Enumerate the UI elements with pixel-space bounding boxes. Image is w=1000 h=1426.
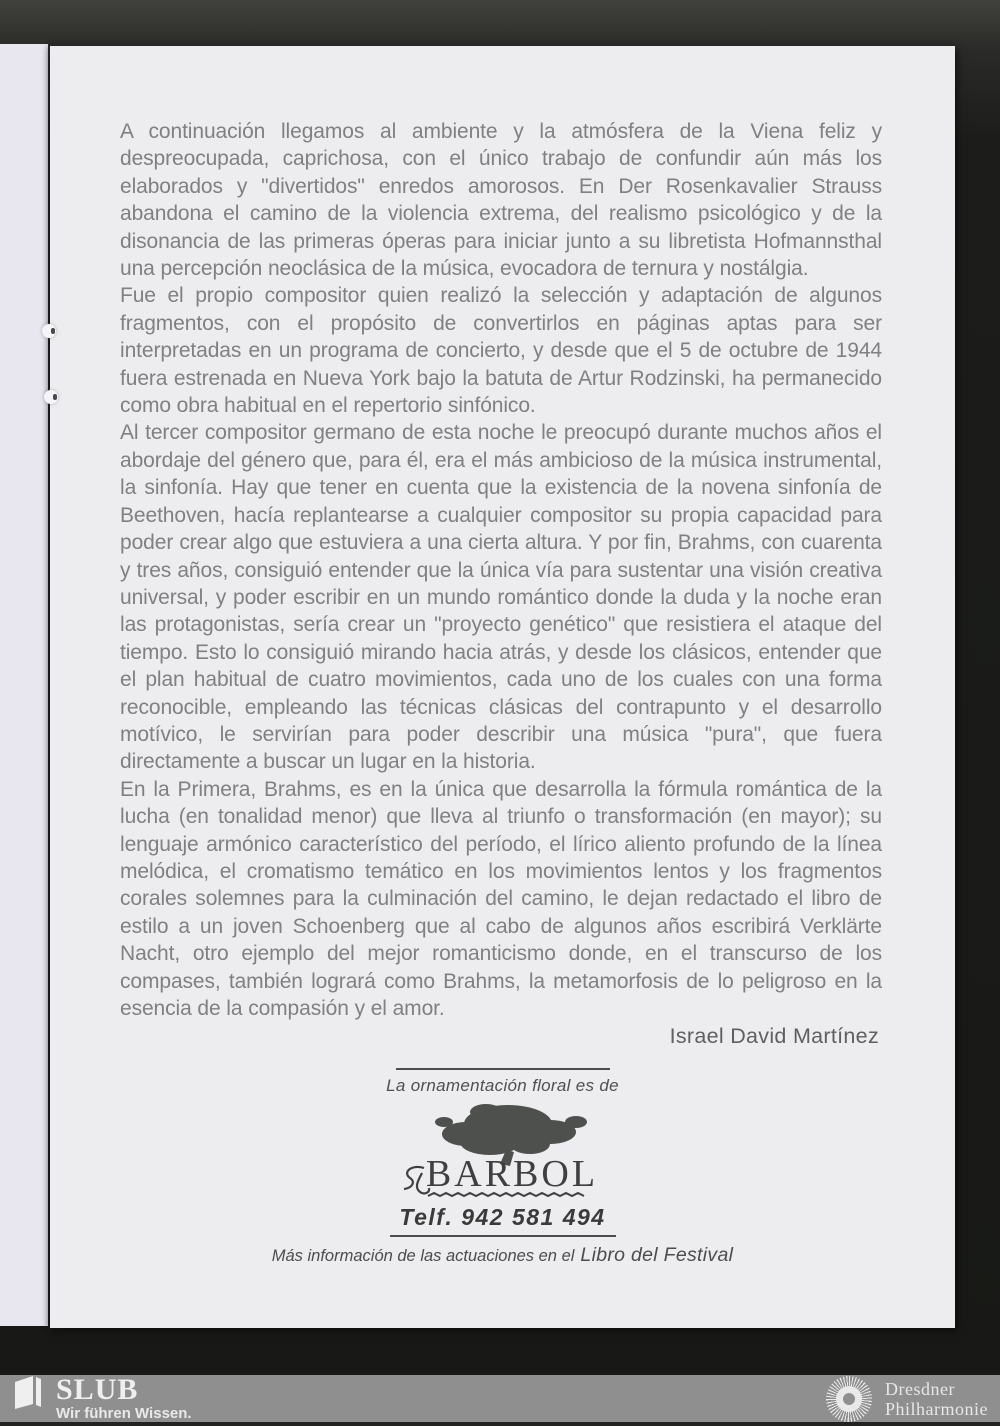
brand-wordmark: BARBOL: [425, 1153, 598, 1195]
festival-info-highlight: Libro del Festival: [580, 1244, 734, 1266]
slub-branding: [15, 1372, 192, 1422]
body-paragraph: En la Primera, Brahms, es en la única que desarrolla la fórmula romántica de la lucha (en tonalidad menor) que lleva al triunfo o transformación (en mayor); su lenguaje armónico característico del período, el lírico aliento profundo de la línea melódica, el cromatismo temático en los movimientos lentos y los fragmentos corales solemnes para la culminación del camino, le dejan redactado el libro de estilo a un joven Schoenberg que al cabo de algunos años escribirá Verklärte Nacht, otro ejemplo del mejor romanticismo donde, en el transcurso de los compases, también logrará como Brahms, la metamorfosis de lo peligroso en la esencia de la compasión y el amor.: [120, 777, 882, 1020]
floral-caption: La ornamentación floral es de: [386, 1076, 619, 1095]
body-paragraph: A continuación llegamos al ambiente y la atmósfera de la Viena feliz y despreocupada, caprichosa, con el único trabajo de confundir aún más los elaborados y "divertidos" enredos amorosos. En Der Rosenkavalier Strauss abandona el camino de la violencia extrema, del realismo psicológico y de la disonancia de las primeras óperas para iniciar junto a su libretista Hofmannsthal una percepción neoclásica de la música, evocadora de ternura y nostálgia.: [120, 120, 882, 281]
sunburst-icon: [826, 1376, 872, 1422]
barbol-logo: [390, 1098, 616, 1204]
book-icon: [15, 1376, 42, 1409]
author-signature: Israel David Martínez: [669, 1024, 879, 1048]
florist-credit-block: [50, 1068, 955, 1267]
separator-line: [390, 1235, 616, 1237]
staple-icon: [44, 390, 58, 404]
festival-info-prefix: Más información de las actuaciones en el: [271, 1247, 575, 1265]
document-page: [50, 46, 955, 1328]
phone-number: Telf. 942 581 494: [399, 1204, 606, 1230]
festival-info-line: [272, 1244, 733, 1267]
viewer-footer: [0, 1372, 1000, 1426]
body-paragraph: Al tercer compositor germano de esta noche le preocupó durante muchos años el abordaje del género que, para él, era el más ambicioso de la música instrumental, la sinfonía. Hay que tener en cuenta que la existencia de la novena sinfonía de Beethoven, hacía replantearse a cualquier compositor su propia capacidad para poder crear algo que estuviera a una cierta altura. Y por fin, Brahms, con cuarenta y tres años, consiguió entender que la única vía para sustentar una visión creativa universal, y poder escribir en un mundo romántico donde la duda y la noche eran las protagonistas, sería crear un "proyecto genético" que resistiera el ataque del tiempo. Esto lo consiguió mirando hacia atrás, y desde los clásicos, entender que el plan habitual de cuatro movimientos, cada uno de los cuales con una forma reconocible, empleando las técnicas clásicas del contrapunto y el desarrollo motívico, le servirían para poder describir una música "pura", que fuera directamente a buscar un lugar en la historia.: [120, 421, 882, 774]
footer-bottom-edge: [0, 1422, 1000, 1426]
philharmonie-branding: [826, 1375, 988, 1422]
staple-icon: [42, 324, 56, 338]
slub-name: SLUB: [56, 1372, 139, 1406]
philharmonie-name: Dresdner Philharmonie: [885, 1378, 988, 1419]
adjacent-page-edge: [0, 44, 48, 1326]
slub-tagline: Wir führen Wissen.: [56, 1404, 192, 1422]
body-text: [120, 118, 882, 1022]
separator-line: [396, 1068, 610, 1070]
body-paragraph: Fue el propio compositor quien realizó la selección y adaptación de algunos fragmentos, con el propósito de convertirlos en páginas aptas para ser interpretadas en un programa de concierto, y desde que el 5 de octubre de 1944 fuera estrenada en Nueva York bajo la batuta de Artur Rodzinski, ha permanecido como obra habitual en el repertorio sinfónico.: [120, 284, 882, 418]
